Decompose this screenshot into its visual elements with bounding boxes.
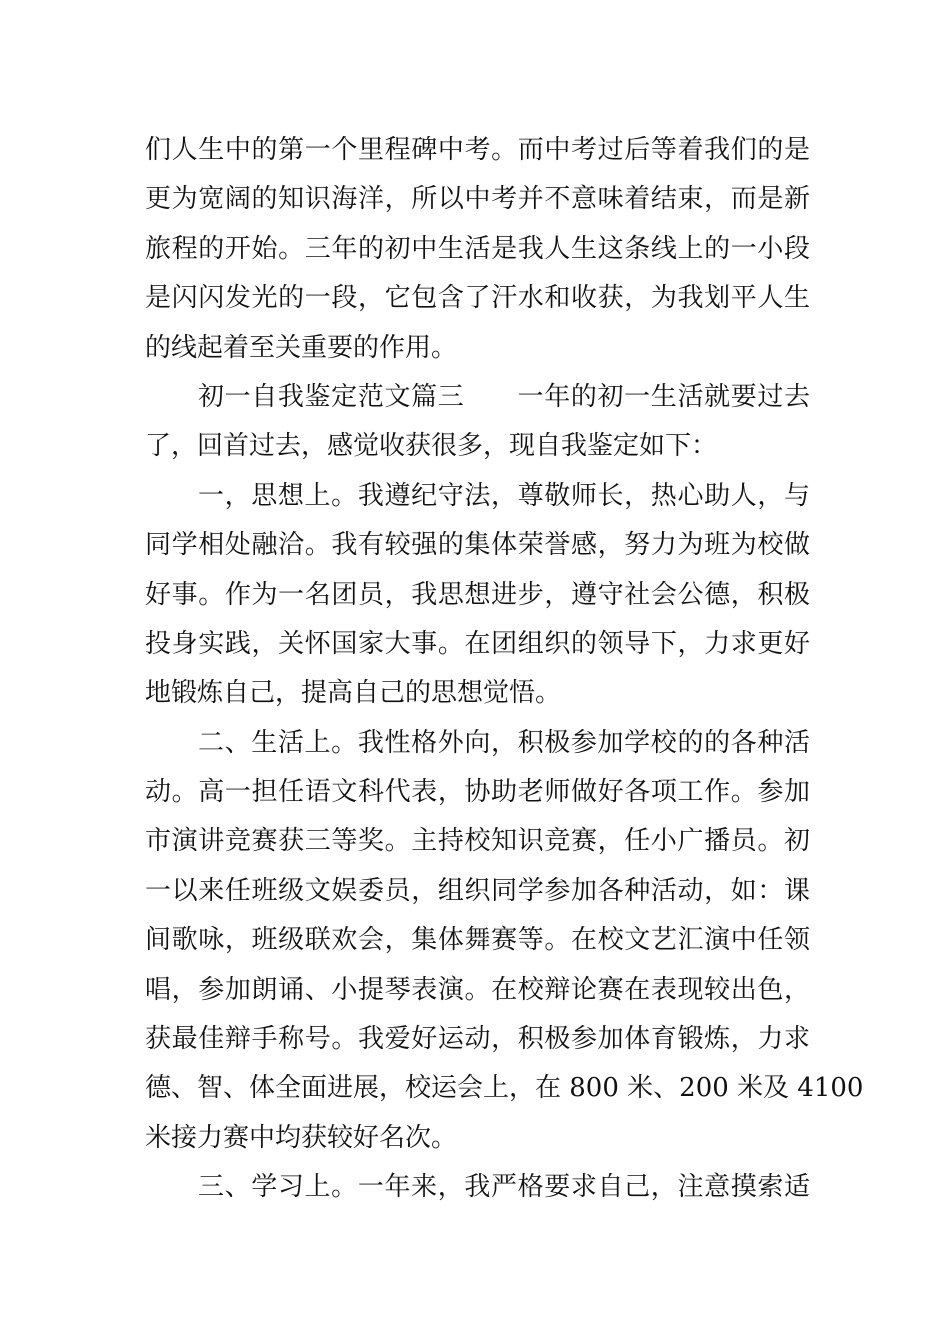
text-line: 米接力赛中均获较好名次。	[145, 1122, 458, 1153]
text-line: 一以来任班级文娱委员，组织同学参加各种活动，如：课	[145, 875, 810, 906]
text-line: 更为宽阔的知识海洋，所以中考并不意味着结束，而是新	[145, 184, 810, 215]
text-line: 间歌咏，班级联欢会，集体舞赛等。在校文艺汇演中任领	[145, 925, 810, 956]
text-line: 了，回首过去，感觉收获很多，现自我鉴定如下：	[145, 431, 718, 462]
text-line: 唱，参加朗诵、小提琴表演。在校辩论赛在表现较出色，	[145, 974, 810, 1005]
text-line: 是闪闪发光的一段，它包含了汗水和收获，为我划平人生	[145, 283, 810, 314]
document-body	[145, 126, 864, 1213]
text-line: 获最佳辩手称号。我爱好运动，积极参加体育锻炼，力求	[145, 1024, 810, 1055]
text-line: 旅程的开始。三年的初中生活是我人生这条线上的一小段	[145, 233, 810, 264]
text-line: 二、生活上。我性格外向，积极参加学校的的各种活	[198, 727, 810, 758]
paragraph-heading-line: 初一自我鉴定范文篇三 一年的初一生活就要过去	[198, 381, 810, 412]
text-line: 投身实践，关怀国家大事。在团组织的领导下，力求更好	[145, 628, 810, 659]
text-line: 地锻炼自己，提高自己的思想觉悟。	[145, 678, 562, 709]
text-line: 动。高一担任语文科代表，协助老师做好各项工作。参加	[145, 777, 810, 808]
text-line: 好事。作为一名团员，我思想进步，遵守社会公德，积极	[145, 579, 810, 610]
text-line: 同学相处融洽。我有较强的集体荣誉感，努力为班为校做	[145, 530, 810, 561]
text-line: 德、智、体全面进展，校运会上，在 800 米、200 米及 4100	[145, 1073, 864, 1104]
text-line: 一，思想上。我遵纪守法，尊敬师长，热心助人，与	[198, 480, 810, 511]
text-line: 市演讲竞赛获三等奖。主持校知识竞赛，任小广播员。初	[145, 826, 810, 857]
text-line: 的线起着至关重要的作用。	[145, 332, 458, 363]
text-line: 三、学习上。一年来，我严格要求自己，注意摸索适	[198, 1172, 810, 1203]
text-line: 们人生中的第一个里程碑中考。而中考过后等着我们的是	[145, 135, 810, 165]
